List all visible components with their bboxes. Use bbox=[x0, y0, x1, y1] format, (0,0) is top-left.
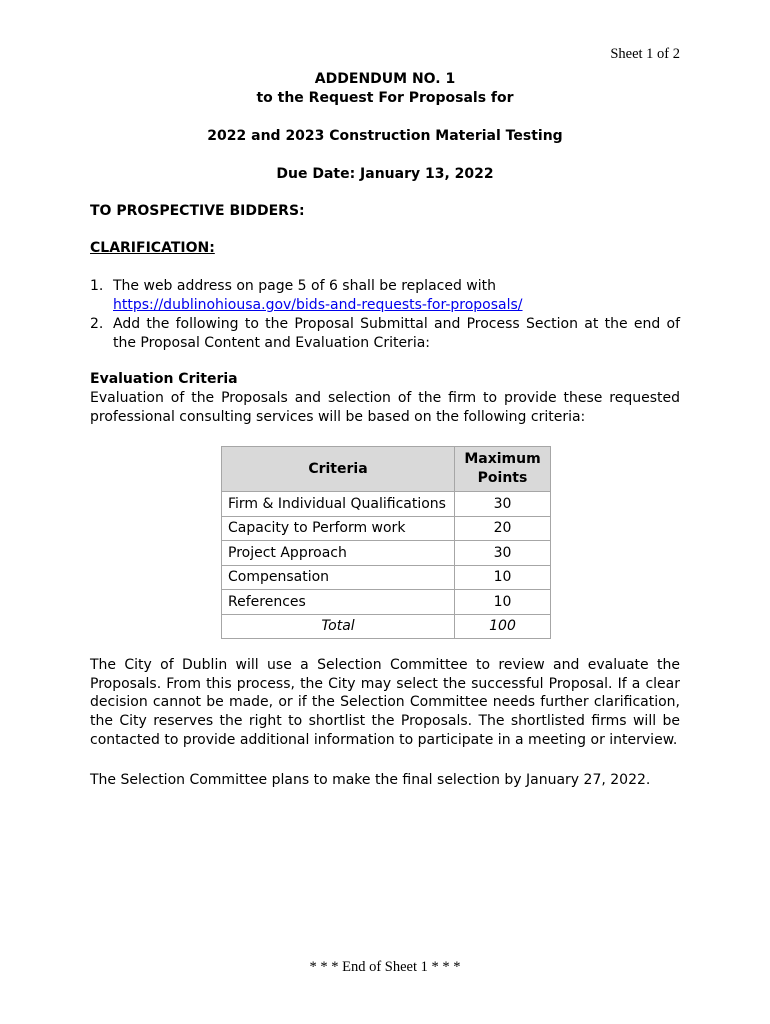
table-row bbox=[222, 516, 551, 541]
addendum-title: ADDENDUM NO. 1 bbox=[314, 71, 456, 87]
table-row bbox=[222, 541, 551, 566]
committee-paragraph: The City of Dublin will use a Selection Committee to review and evaluate the Proposals. From this process, the City may select the successful Proposal. If a clear decision cannot be made, or if the Selection Committee needs further clarification, the City reserves the right to shortlist the Proposals. The shortlisted firms will be contacted to provide additional information to participate in a meeting or interview. bbox=[90, 657, 680, 748]
points-cell: 20 bbox=[455, 516, 551, 541]
table-row bbox=[222, 590, 551, 615]
evaluation-heading: Evaluation Criteria bbox=[90, 371, 238, 387]
list-item bbox=[90, 277, 680, 315]
criteria-cell: Project Approach bbox=[222, 541, 455, 566]
list-number: 1. bbox=[90, 278, 104, 294]
sheet-number: Sheet 1 of 2 bbox=[610, 46, 680, 62]
criteria-table bbox=[221, 446, 551, 639]
due-date: Due Date: January 13, 2022 bbox=[276, 166, 494, 182]
criteria-cell: Capacity to Perform work bbox=[222, 516, 455, 541]
bids-link[interactable]: https://dublinohiousa.gov/bids-and-requests-for-proposals/ bbox=[113, 297, 523, 313]
table-row bbox=[222, 492, 551, 517]
clarification-heading: CLARIFICATION: bbox=[90, 240, 215, 256]
list-text: Add the following to the Proposal Submittal and Process Section at the end of the Proposal Content and Evaluation Criteria: bbox=[113, 316, 680, 351]
points-cell: 10 bbox=[455, 590, 551, 615]
criteria-header: Criteria bbox=[222, 447, 455, 492]
total-value: 100 bbox=[455, 614, 551, 639]
final-selection-paragraph: The Selection Committee plans to make the final selection by January 27, 2022. bbox=[90, 772, 651, 788]
list-number: 2. bbox=[90, 316, 104, 332]
total-label: Total bbox=[222, 614, 455, 639]
criteria-cell: Compensation bbox=[222, 565, 455, 590]
points-cell: 30 bbox=[455, 492, 551, 517]
list-text: The web address on page 5 of 6 shall be replaced with bbox=[113, 278, 496, 294]
points-cell: 10 bbox=[455, 565, 551, 590]
clarification-list bbox=[90, 277, 680, 353]
list-item bbox=[90, 315, 680, 353]
table-total-row bbox=[222, 614, 551, 639]
to-bidders-heading: TO PROSPECTIVE BIDDERS: bbox=[90, 203, 305, 219]
project-title: 2022 and 2023 Construction Material Testing bbox=[207, 128, 563, 144]
addendum-subtitle: to the Request For Proposals for bbox=[256, 90, 514, 106]
evaluation-intro: Evaluation of the Proposals and selection of the firm to provide these requested professional consulting services will be based on the following criteria: bbox=[90, 390, 680, 425]
table-header-row bbox=[222, 447, 551, 492]
points-cell: 30 bbox=[455, 541, 551, 566]
points-header: Maximum Points bbox=[455, 447, 551, 492]
criteria-cell: References bbox=[222, 590, 455, 615]
end-of-sheet: * * * End of Sheet 1 * * * bbox=[309, 959, 461, 975]
criteria-cell: Firm & Individual Qualifications bbox=[222, 492, 455, 517]
table-row bbox=[222, 565, 551, 590]
